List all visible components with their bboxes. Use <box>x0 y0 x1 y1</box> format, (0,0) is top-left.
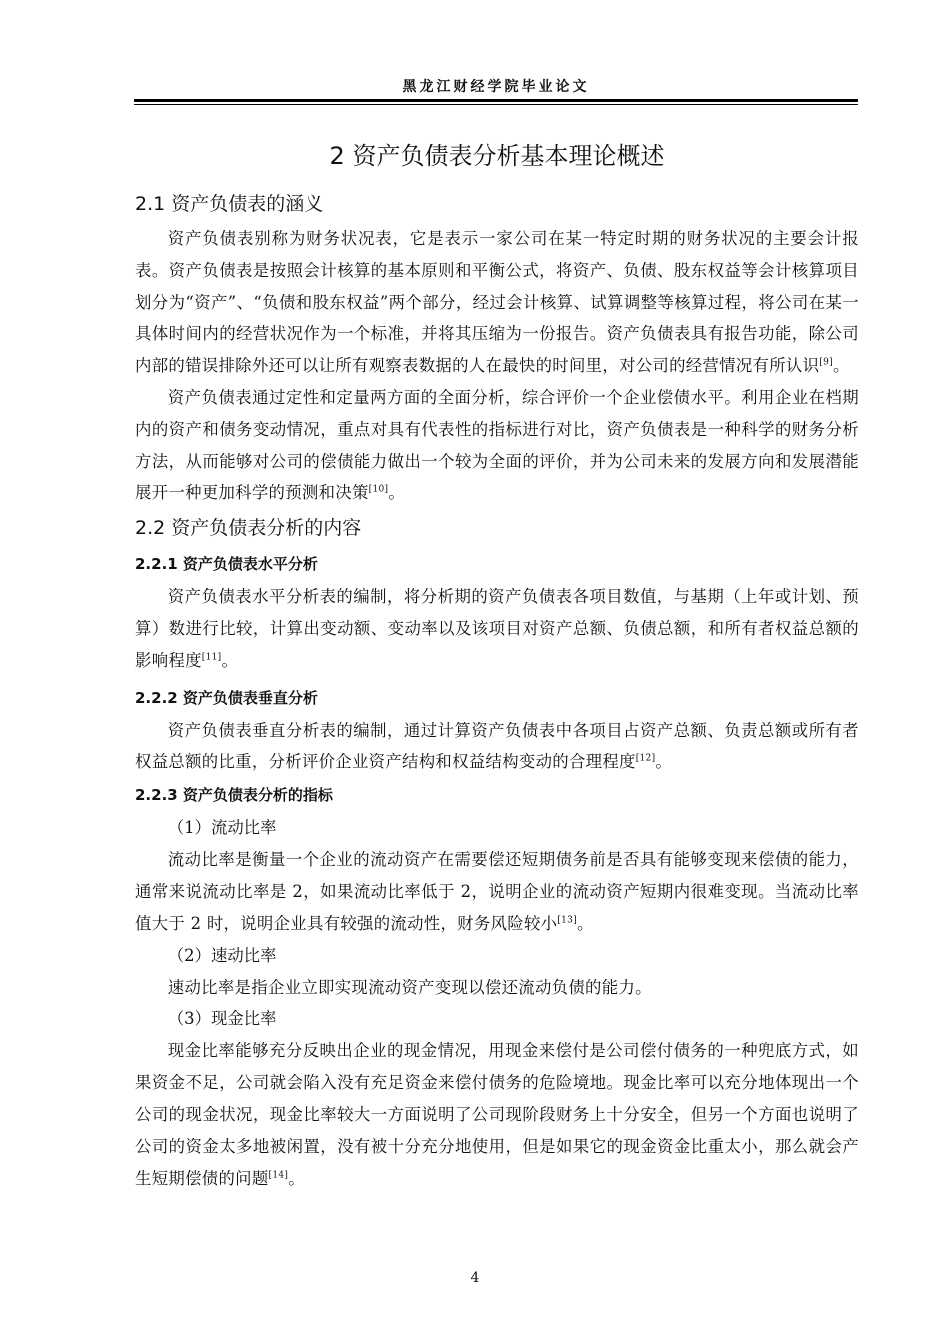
section-2-2-1-paragraph: 资产负债表水平分析表的编制，将分析期的资产负债表各项目数值，与基期（上年或计划、预算）数进行比较，计算出变动额、变动率以及该项目对资产总额、负债总额，和所有者权益总额的影响程度[11]。 <box>135 587 859 670</box>
paragraph-text: 流动比率是衡量一个企业的流动资产在需要偿还短期债务前是否具有能够变现来偿债的能力，通常来说流动比率是 2，如果流动比率低于 2，说明企业的流动资产短期内很难变现。当流动比率值大于 2 时，说明企业具有较强的流动性，财务风险较小 <box>135 850 859 933</box>
section-2-1-title: 2.1 资产负债表的涵义 <box>135 193 324 215</box>
chapter-title: 2 资产负债表分析基本理论概述 <box>329 142 665 170</box>
list-item-current-ratio: （1）流动比率 <box>167 818 277 838</box>
cash-ratio-paragraph: 现金比率能够充分反映出企业的现金情况，用现金来偿付是公司偿付债务的一种兜底方式，如果资金不足，公司就会陷入没有充足资金来偿付债务的危险境地。现金比率可以充分地体现出一个公司的现金状况，现金比率较大一方面说明了公司现阶段财务上十分安全，但另一个方面也说明了公司的资金太多地被闲置，没有被十分充分地使用，但是如果它的现金资金比重太小，那么就会产生短期偿债的问题[14]。 <box>135 1041 859 1188</box>
quick-ratio-paragraph: 速动比率是指企业立即实现流动资产变现以偿还流动负债的能力。 <box>167 977 652 997</box>
citation: [13] <box>557 915 578 926</box>
list-item-cash-ratio: （3）现金比率 <box>167 1009 277 1029</box>
page-number: 4 <box>470 1270 480 1286</box>
citation: [12] <box>635 753 656 764</box>
citation: [11] <box>201 652 222 663</box>
citation: [14] <box>268 1170 289 1181</box>
section-2-2-1-title: 2.2.1 资产负债表水平分析 <box>135 555 318 574</box>
paragraph-text: 资产负债表别称为财务状况表，它是表示一家公司在某一特定时期的财务状况的主要会计报表。资产负债表是按照会计核算的基本原则和平衡公式，将资产、负债、股东权益等会计核算项目划分为“资产”、“负债和股东权益”两个部分，经过会计核算、试算调整等核算过程，将公司在某一具体时间内的经营状况作为一个标准，并将其压缩为一份报告。资产负债表具有报告功能，除公司内部的错误排除外还可以让所有观察表数据的人在最快的时间里，对公司的经营情况有所认识 <box>135 229 859 376</box>
header-rule-thick <box>134 99 858 102</box>
section-2-1-paragraph-2: 资产负债表通过定性和定量两方面的全面分析，综合评价一个企业偿债水平。利用企业在档期内的资产和债务变动情况，重点对具有代表性的指标进行对比，资产负债表是一种科学的财务分析方法，从而能够对公司的偿债能力做出一个较为全面的评价，并为公司未来的发展方向和发展潜能展开一种更加科学的预测和决策[10]。 <box>135 387 859 503</box>
section-2-2-2-title: 2.2.2 资产负债表垂直分析 <box>135 688 318 707</box>
paragraph-text: 现金比率能够充分反映出企业的现金情况，用现金来偿付是公司偿付债务的一种兜底方式，如果资金不足，公司就会陷入没有充足资金来偿付债务的危险境地。现金比率可以充分地体现出一个公司的现金状况，现金比率较大一方面说明了公司现阶段财务上十分安全，但另一个方面也说明了公司的资金太多地被闲置，没有被十分充分地使用，但是如果它的现金资金比重太小，那么就会产生短期偿债的问题 <box>135 1041 859 1188</box>
header-rule-thin <box>134 104 858 105</box>
paragraph-text: 资产负债表垂直分析表的编制，通过计算资产负债表中各项目占资产总额、负责总额或所有者权益总额的比重，分析评价企业资产结构和权益结构变动的合理程度 <box>135 720 859 772</box>
citation: [9] <box>819 357 833 368</box>
paragraph-text: 资产负债表水平分析表的编制，将分析期的资产负债表各项目数值，与基期（上年或计划、预算）数进行比较，计算出变动额、变动率以及该项目对资产总额、负债总额，和所有者权益总额的影响程度 <box>135 587 859 670</box>
running-header: 黑龙江财经学院毕业论文 <box>402 79 590 95</box>
page-body <box>135 130 859 1194</box>
section-2-1-paragraph-1: 资产负债表别称为财务状况表，它是表示一家公司在某一特定时期的财务状况的主要会计报表。资产负债表是按照会计核算的基本原则和平衡公式，将资产、负债、股东权益等会计核算项目划分为“资产”、“负债和股东权益”两个部分，经过会计核算、试算调整等核算过程，将公司在某一具体时间内的经营状况作为一个标准，并将其压缩为一份报告。资产负债表具有报告功能，除公司内部的错误排除外还可以让所有观察表数据的人在最快的时间里，对公司的经营情况有所认识[9]。 <box>135 229 859 376</box>
section-2-2-title: 2.2 资产负债表分析的内容 <box>135 517 362 540</box>
paragraph-text: 资产负债表通过定性和定量两方面的全面分析，综合评价一个企业偿债水平。利用企业在档期内的资产和债务变动情况，重点对具有代表性的指标进行对比，资产负债表是一种科学的财务分析方法，从而能够对公司的偿债能力做出一个较为全面的评价，并为公司未来的发展方向和发展潜能展开一种更加科学的预测和决策 <box>135 387 859 503</box>
citation: [10] <box>368 484 389 495</box>
section-2-2-2-paragraph: 资产负债表垂直分析表的编制，通过计算资产负债表中各项目占资产总额、负责总额或所有者权益总额的比重，分析评价企业资产结构和权益结构变动的合理程度[12]。 <box>135 720 859 772</box>
current-ratio-paragraph: 流动比率是衡量一个企业的流动资产在需要偿还短期债务前是否具有能够变现来偿债的能力，通常来说流动比率是 2，如果流动比率低于 2，说明企业的流动资产短期内很难变现。当流动比率值大于 2 时，说明企业具有较强的流动性，财务风险较小[13]。 <box>135 850 859 933</box>
list-item-quick-ratio: （2）速动比率 <box>167 945 277 965</box>
section-2-2-3-title: 2.2.3 资产负债表分析的指标 <box>135 786 333 805</box>
